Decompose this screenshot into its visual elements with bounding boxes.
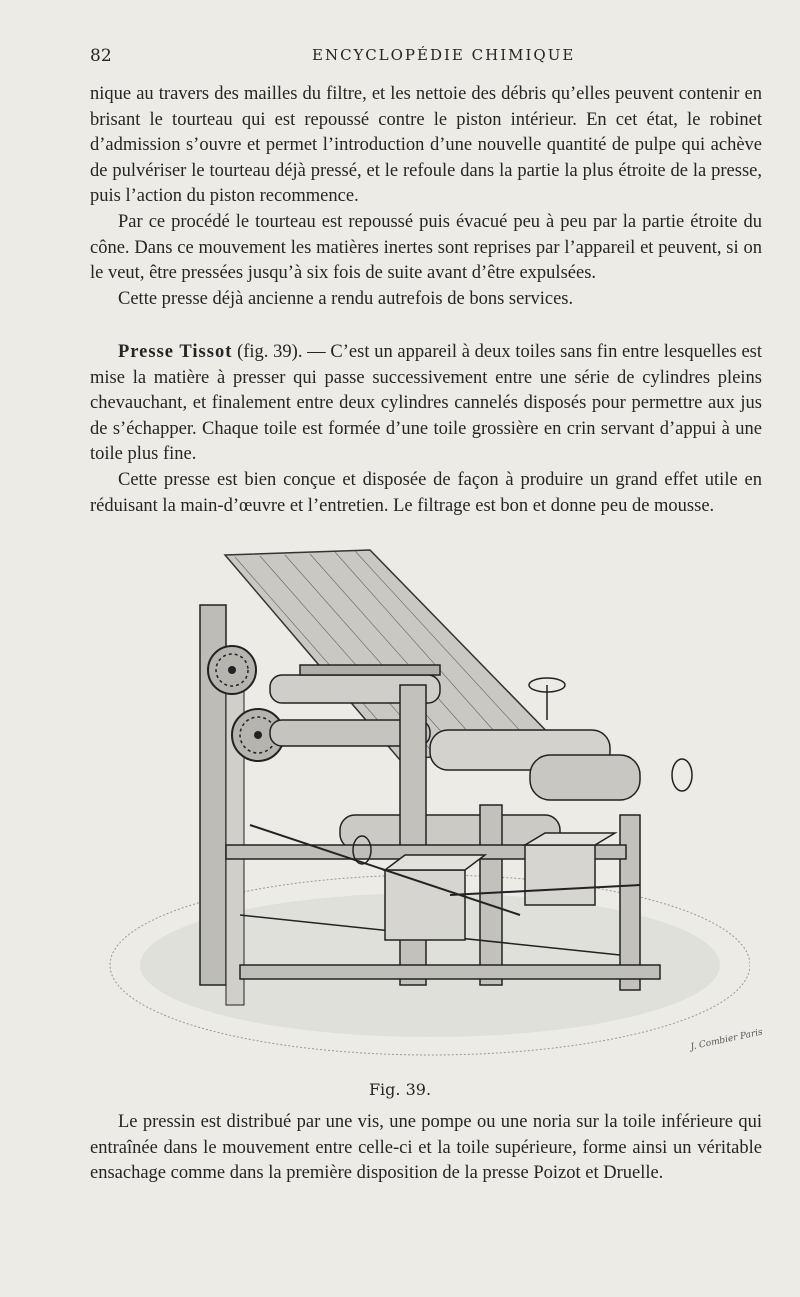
paragraph-continuation: nique au travers des mailles du filtre, et les nettoie des débris qu’elles peuvent contenir en brisant le tourteau qui est repoussé contre le piston intérieur. En cet état, le robinet d’admission s’ouvre et permet l’introduction d’une nouvelle quantité de pulpe qui achève de pulvériser le tourteau déjà pressé, et le refoule dans la partie la plus étroite de la presse, puis l’action du piston recommence. bbox=[90, 84, 762, 207]
running-title: ENCYCLOPÉDIE CHIMIQUE bbox=[312, 46, 576, 64]
right-frame-post bbox=[620, 815, 640, 990]
page-header bbox=[90, 42, 670, 72]
paragraph-pressin: Le pressin est distribué par une vis, une pompe ou une noria sur la toile inférieure qui entraînée dans le mouvement entre celle-ci et la toile supérieure, forme ainsi un véritable ensachage comme dans la première disposition de la presse Poizot et Druelle. bbox=[90, 1112, 762, 1184]
top-text-block bbox=[90, 82, 762, 312]
tissot-text: (fig. 39). — C’est un appareil à deux toiles sans fin entre lesquelles est mise la matière à presser qui passe successivement entre une série de cylindres pleins chevauchant, et finalement entre deux cylindres cannelés disposés pour permettre aux jus de s’échapper. Chaque toile est formée d’une toile grossière en crin servant d’appui à une toile plus fine. bbox=[90, 342, 762, 465]
gear-upper bbox=[208, 646, 256, 694]
page-number: 82 bbox=[90, 46, 112, 66]
figure-caption: Fig. 39. bbox=[368, 1080, 432, 1099]
paragraph-tissot bbox=[90, 340, 762, 468]
engraver-signature: J. Combier Paris bbox=[689, 1027, 764, 1053]
press-engraving bbox=[100, 545, 750, 1075]
right-center-post bbox=[480, 805, 502, 985]
paragraph-ancienne: Cette presse déjà ancienne a rendu autrefois de bons services. bbox=[118, 288, 574, 309]
tissot-heading: Presse Tissot bbox=[118, 342, 233, 362]
bottom-text-block bbox=[90, 1110, 762, 1187]
figure-39-illustration bbox=[100, 545, 750, 1075]
tissot-section bbox=[90, 340, 762, 519]
paragraph-tissot-2: Cette presse est bien conçue et disposée de façon à produire un grand effet utile en réduisant la main-d’œuvre et l’entretien. Le filtrage est bon et donne peu de mousse. bbox=[90, 469, 762, 516]
paragraph-cone: Par ce procédé le tourteau est repoussé puis évacué peu à peu par la partie étroite du cône. Dans ce mouvement les matières inertes sont reprises par l’appareil et peuvent, si on le veut, être pressées jusqu’à six fois de suite avant d’être expulsées. bbox=[90, 211, 762, 284]
